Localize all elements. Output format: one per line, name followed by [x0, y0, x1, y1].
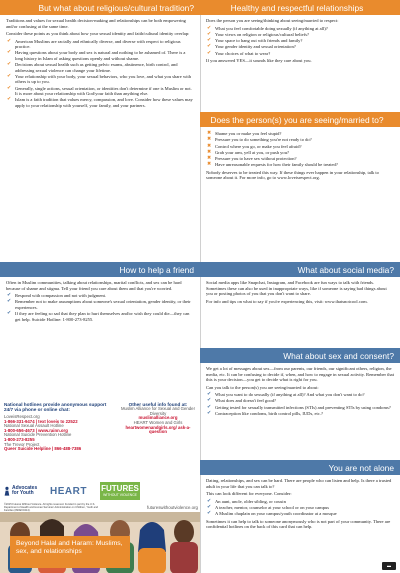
- list-item: ✔ Your choices of what to wear?: [207, 50, 271, 56]
- check-icon: ✔: [207, 31, 212, 37]
- check-icon: ✔: [7, 50, 12, 56]
- not-alone-lead: This can look different for everyone. Consider:: [206, 491, 292, 496]
- list-item: ✔ American Muslims are racially and ethnically diverse, and diverse with respect to religious practice.: [7, 38, 181, 49]
- healthy-heading: Healthy and respectful relationships: [200, 0, 400, 15]
- person-icon: [4, 484, 10, 498]
- list-item: ✔ A teacher, mentor, counselor at your school or on your campus: [207, 504, 330, 510]
- warning-signs-list: [206, 131, 394, 168]
- list-item: ✖ Grab your arm, yell at you, or push you?: [207, 149, 289, 155]
- check-icon: ✔: [7, 299, 12, 305]
- x-icon: ✖: [207, 143, 212, 149]
- list-item: ✔ An aunt, uncle, older sibling, or cousin: [207, 498, 286, 504]
- warning-signs-heading: Does the person(s) you are seeing/married to?: [200, 112, 400, 127]
- list-item: ✖ Pressure you to have sex without protection?: [207, 156, 297, 162]
- healthy-lead: Does the person you are seeing/thinking about seeing/married to respect:: [206, 18, 339, 23]
- x-icon: ✖: [207, 137, 212, 143]
- healthy-closing: If you answered YES—it sounds like they care about you.: [206, 58, 312, 64]
- check-icon: ✔: [207, 44, 212, 50]
- list-item: ✔ Contraception like condoms, birth control pills, IUDs, etc.?: [207, 410, 323, 416]
- check-icon: ✔: [207, 38, 212, 44]
- list-item: ✔ A Muslim chaplain on your campus/youth coordinator at a mosque: [207, 511, 337, 517]
- x-icon: ✖: [207, 156, 212, 162]
- list-item: ✔ What you feel comfortable doing sexually (if anything at all)?: [207, 25, 328, 31]
- check-icon: ✔: [207, 498, 212, 504]
- page-badge: ▬: [382, 562, 396, 570]
- not-alone-closing: Sometimes it can help to talk to someone anonymously who is not part of your community. There are confidential hotlines on the back of this card that can help.: [206, 518, 391, 530]
- warning-signs-panel: [200, 112, 400, 262]
- resource-name: Muslim Alliance for Sexual and Gender Diversity: [120, 406, 196, 416]
- religious-heading: But what about religious/cultural tradition?: [0, 0, 200, 15]
- check-icon: ✔: [207, 398, 212, 404]
- consent-list: [206, 392, 394, 416]
- social-media-tip: For info and tips on what to say if you're experiencing this, visit: www.thatsnotcool.com.: [206, 298, 368, 304]
- resource-url: heartwomenandgirls.org/ ask-a-question: [125, 424, 191, 435]
- not-alone-heading: You are not alone: [200, 460, 400, 475]
- x-icon: ✖: [207, 162, 212, 168]
- list-item: ✔ Decisions about sexual health such as getting pelvic exams, abstinence, birth control, and addressing sexual violence can change your lifetime.: [7, 62, 178, 73]
- check-icon: ✔: [207, 50, 212, 56]
- religious-list: [6, 39, 194, 109]
- resource-url: muslimalliance.org: [138, 415, 178, 421]
- hotlines-title: National hotlines provide anonymous support 24/7 via phone or online chat:: [4, 402, 107, 413]
- religious-lead: Consider these points as you think about how your sexual identity and faith/cultural identity overlap:: [6, 31, 190, 36]
- check-icon: ✔: [7, 85, 12, 91]
- religious-panel: [0, 0, 200, 262]
- hotline-name: LoveisRespect.org: [4, 414, 40, 419]
- social-media-text: Social media apps like Snapchat, Instagram, and Facebook are fun ways to talk with friends. Sometimes these can also be used in inappropriate ways, like if someone is saying bad things about you or posting photos of you that you don't want to share.: [206, 280, 387, 296]
- list-item: ✔ Your gender identity and sexual orientation?: [207, 44, 296, 50]
- help-friend-intro: Often in Muslim communities, talking about relationships, marital conflicts, and sex can be hard because of shame and stigma. Tell your friend you care about them and that you're worried.: [6, 280, 182, 291]
- warning-signs-closing: Nobody deserves to be treated this way. If these things ever happen in your relationship, talk to someone about it. For more info, go to www.loveisrespect.org.: [206, 169, 379, 181]
- list-item: ✔ Respond with compassion and not with judgment.: [7, 293, 107, 298]
- heart-logo: HEART: [50, 485, 87, 497]
- hotline-phone: 1-866-331-9474 | text loveis to 22522: [4, 418, 78, 424]
- check-icon: ✔: [7, 311, 12, 317]
- help-friend-heading: How to help a friend: [0, 262, 200, 277]
- check-icon: ✔: [7, 97, 12, 103]
- list-item: ✔ What you want to do sexually (if anything at all)? And what you don't want to do?: [207, 392, 365, 397]
- hotline-phone: 1-800-273-8255: [4, 436, 35, 442]
- check-icon: ✔: [7, 73, 12, 79]
- x-icon: ✖: [207, 149, 212, 155]
- x-icon: ✖: [207, 131, 212, 136]
- check-icon: ✔: [207, 504, 212, 510]
- check-icon: ✔: [207, 392, 212, 397]
- not-alone-intro: Dating, relationships, and sex can be hard. There are people who can listen and help. Is there a trusted adult in your life that you can talk to?: [206, 478, 392, 489]
- list-item: ✖ Shame you or make you feel stupid?: [207, 131, 282, 136]
- hotline-phone: Queer Suicide Helpline | 866-488-7386: [4, 446, 82, 452]
- list-item: ✔ Having questions about your body and sex is natural and nothing to be ashamed of. There is a long history in Islam of asking questions openly and without shame.: [7, 50, 186, 61]
- partner-logos: [4, 480, 198, 502]
- consent-lead: Can you talk to the person(s) you are seeing/married to about:: [206, 384, 319, 390]
- religious-intro: Traditions and values for sexual health decision-making and relationships can be both empowering and/or confusing at the same time.: [6, 18, 186, 29]
- healthy-list: [206, 26, 394, 57]
- social-media-heading: What about social media?: [200, 262, 400, 277]
- cover-title: Beyond Halal and Haram: Muslims, sex, and relationships: [10, 536, 130, 568]
- list-item: ✔ If they are feeling so sad that they plan to hurt themselves and/or wish they could die—they can get help. Suicide Hotline: 1-800-273-8255.: [7, 311, 190, 322]
- hotlines-list: [4, 415, 114, 452]
- hotline-name: National Suicide Prevention Hotline: [4, 432, 72, 438]
- hotline-phone: 1-800-656-4673 | www.rainn.org: [4, 427, 68, 433]
- help-friend-list: [6, 293, 194, 322]
- list-item: ✔ Your space to hang out with friends and family?: [207, 38, 303, 44]
- list-item: ✔ Islam is a faith tradition that values mercy, compassion, and love. Consider how these values may apply to your relationship with yourself, your family, and your partners.: [7, 97, 193, 108]
- consent-panel: [200, 348, 400, 460]
- list-item: ✔ Your relationship with your body, your sexual behaviors, who you love, and what you share with others is up to you.: [7, 73, 192, 85]
- check-icon: ✔: [207, 404, 212, 410]
- copyright-notice: ©2015 Futures Without Violence. All rights reserved. Funded in part by the U.S. Department of Health and Human Services' Administration on Children, Youth and Families (#90EV0414).: [4, 503, 98, 512]
- useful-info: [117, 402, 199, 435]
- healthy-panel: [200, 0, 400, 112]
- not-alone-list: [206, 499, 394, 517]
- list-item: ✔ Remember not to make assumptions about someone's sexual orientation, gender identity, or their experiences.: [7, 299, 191, 310]
- check-icon: ✔: [7, 38, 12, 44]
- help-friend-panel: [0, 262, 200, 402]
- not-alone-panel: [200, 460, 400, 573]
- advocates-for-youth-logo: Advocates for Youth: [4, 481, 44, 501]
- useful-info-title: Other useful info found at:: [128, 402, 188, 407]
- list-item: ✖ Control where you go, or make you feel afraid?: [207, 143, 302, 149]
- list-item: ✔ What does and doesn't feel good?: [207, 398, 277, 404]
- check-icon: ✔: [207, 25, 212, 31]
- check-icon: ✔: [207, 410, 212, 416]
- footer-url: futureswithoutviolence.org: [146, 505, 198, 510]
- hotline-name: The Trevor Project: [4, 441, 40, 447]
- check-icon: ✔: [207, 511, 212, 517]
- list-item: ✔ Getting tested for sexually transmitted infections (STIs) and preventing STIs by using condoms?: [207, 404, 391, 410]
- resource-name: HEART Women and Girls: [133, 419, 183, 425]
- list-item: ✖ Have unreasonable requests for how their family should be treated?: [207, 162, 338, 168]
- list-item: ✔ Your views on religion or religious/cultural beliefs?: [207, 31, 309, 37]
- list-item: ✖ Pressure you to do something you're not ready to do?: [207, 137, 312, 143]
- consent-intro: We get a lot of messages about sex—from our parents, our friends, our significant others, religion, the media, etc. It can be confusing to decide if, when, and how to engage in sexual activity. Remember that this is your decision—you get to decide what is right for you.: [206, 366, 394, 382]
- futures-without-violence-logo: FUTURES WITHOUT VIOLENCE: [100, 482, 140, 500]
- consent-heading: What about sex and consent?: [200, 348, 400, 363]
- check-icon: ✔: [7, 62, 12, 68]
- social-media-panel: [200, 262, 400, 348]
- hotline-name: National Sexual Assault Hotline: [4, 423, 64, 429]
- person-figure: [138, 522, 166, 573]
- check-icon: ✔: [7, 293, 12, 298]
- list-item: ✔ Generally, single actions, sexual orientation, or identities don't determine if one is Muslim or not. It is more about your relationship with God/your faith than anything else.: [7, 85, 192, 97]
